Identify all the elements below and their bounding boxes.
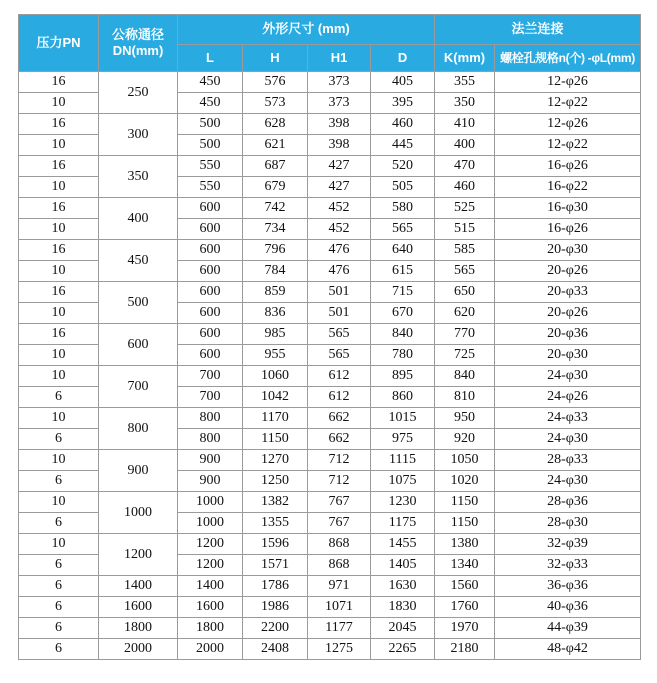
- cell-nominal-diameter: 900: [99, 450, 178, 492]
- cell-l: 800: [178, 429, 243, 450]
- cell-nominal-diameter: 500: [99, 282, 178, 324]
- cell-l: 600: [178, 219, 243, 240]
- cell-l: 600: [178, 324, 243, 345]
- cell-h: 859: [243, 282, 308, 303]
- cell-h: 1042: [243, 387, 308, 408]
- cell-pressure-pn: 10: [19, 450, 99, 471]
- cell-bolt-spec: 12-φ22: [495, 135, 641, 156]
- cell-pressure-pn: 6: [19, 555, 99, 576]
- cell-d: 565: [371, 219, 435, 240]
- cell-d: 860: [371, 387, 435, 408]
- cell-d: 405: [371, 72, 435, 93]
- cell-h1: 501: [308, 303, 371, 324]
- cell-pressure-pn: 10: [19, 177, 99, 198]
- cell-d: 1455: [371, 534, 435, 555]
- table-row: [19, 198, 641, 219]
- cell-d: 1830: [371, 597, 435, 618]
- cell-h: 1150: [243, 429, 308, 450]
- cell-h1: 1177: [308, 618, 371, 639]
- cell-bolt-spec: 16-φ26: [495, 156, 641, 177]
- cell-k: 1340: [435, 555, 495, 576]
- table-row: [19, 534, 641, 555]
- header-nominal-diameter: [99, 15, 178, 72]
- cell-h: 2200: [243, 618, 308, 639]
- table-row: [19, 156, 641, 177]
- cell-h: 955: [243, 345, 308, 366]
- cell-bolt-spec: 20-φ26: [495, 261, 641, 282]
- cell-k: 565: [435, 261, 495, 282]
- cell-bolt-spec: 20-φ33: [495, 282, 641, 303]
- cell-pressure-pn: 6: [19, 387, 99, 408]
- cell-k: 920: [435, 429, 495, 450]
- cell-h: 1786: [243, 576, 308, 597]
- cell-pressure-pn: 10: [19, 534, 99, 555]
- cell-nominal-diameter: 700: [99, 366, 178, 408]
- header-row-top: [19, 15, 641, 45]
- cell-pressure-pn: 10: [19, 408, 99, 429]
- cell-l: 600: [178, 240, 243, 261]
- cell-h1: 971: [308, 576, 371, 597]
- cell-d: 395: [371, 93, 435, 114]
- cell-h1: 427: [308, 177, 371, 198]
- cell-d: 715: [371, 282, 435, 303]
- cell-bolt-spec: 40-φ36: [495, 597, 641, 618]
- cell-h1: 565: [308, 345, 371, 366]
- cell-bolt-spec: 12-φ26: [495, 114, 641, 135]
- cell-pressure-pn: 10: [19, 366, 99, 387]
- cell-bolt-spec: 24-φ30: [495, 366, 641, 387]
- cell-nominal-diameter: 350: [99, 156, 178, 198]
- cell-h1: 612: [308, 387, 371, 408]
- cell-h1: 565: [308, 324, 371, 345]
- cell-h: 1571: [243, 555, 308, 576]
- cell-d: 975: [371, 429, 435, 450]
- cell-l: 500: [178, 114, 243, 135]
- cell-l: 450: [178, 93, 243, 114]
- cell-k: 1050: [435, 450, 495, 471]
- cell-h: 1060: [243, 366, 308, 387]
- cell-h: 628: [243, 114, 308, 135]
- table-body: [19, 72, 641, 660]
- cell-pressure-pn: 16: [19, 324, 99, 345]
- cell-h: 1270: [243, 450, 308, 471]
- cell-d: 670: [371, 303, 435, 324]
- cell-pressure-pn: 6: [19, 576, 99, 597]
- cell-l: 600: [178, 303, 243, 324]
- cell-d: 1630: [371, 576, 435, 597]
- table-row: [19, 240, 641, 261]
- cell-d: 640: [371, 240, 435, 261]
- cell-k: 1150: [435, 492, 495, 513]
- cell-k: 410: [435, 114, 495, 135]
- cell-k: 1380: [435, 534, 495, 555]
- cell-k: 840: [435, 366, 495, 387]
- cell-d: 1015: [371, 408, 435, 429]
- cell-k: 620: [435, 303, 495, 324]
- cell-nominal-diameter: 400: [99, 198, 178, 240]
- cell-h: 784: [243, 261, 308, 282]
- cell-k: 770: [435, 324, 495, 345]
- cell-l: 1200: [178, 534, 243, 555]
- cell-k: 1970: [435, 618, 495, 639]
- cell-l: 600: [178, 345, 243, 366]
- flange-spec-table: [18, 14, 641, 660]
- cell-bolt-spec: 24-φ26: [495, 387, 641, 408]
- cell-pressure-pn: 6: [19, 639, 99, 660]
- cell-h1: 373: [308, 72, 371, 93]
- cell-h1: 476: [308, 261, 371, 282]
- cell-d: 505: [371, 177, 435, 198]
- cell-k: 2180: [435, 639, 495, 660]
- cell-h1: 712: [308, 471, 371, 492]
- cell-d: 615: [371, 261, 435, 282]
- table-row: [19, 282, 641, 303]
- cell-h1: 427: [308, 156, 371, 177]
- cell-l: 900: [178, 450, 243, 471]
- cell-h: 576: [243, 72, 308, 93]
- cell-h1: 1071: [308, 597, 371, 618]
- cell-l: 2000: [178, 639, 243, 660]
- cell-bolt-spec: 20-φ30: [495, 240, 641, 261]
- cell-l: 1800: [178, 618, 243, 639]
- cell-l: 700: [178, 366, 243, 387]
- cell-k: 525: [435, 198, 495, 219]
- cell-d: 1115: [371, 450, 435, 471]
- cell-d: 780: [371, 345, 435, 366]
- cell-l: 800: [178, 408, 243, 429]
- cell-k: 585: [435, 240, 495, 261]
- header-outline-dimensions: 外形尺寸 (mm): [178, 15, 435, 45]
- cell-pressure-pn: 16: [19, 156, 99, 177]
- cell-pressure-pn: 10: [19, 303, 99, 324]
- cell-l: 600: [178, 198, 243, 219]
- cell-h1: 398: [308, 114, 371, 135]
- cell-k: 650: [435, 282, 495, 303]
- cell-bolt-spec: 16-φ22: [495, 177, 641, 198]
- cell-pressure-pn: 6: [19, 597, 99, 618]
- cell-pressure-pn: 16: [19, 72, 99, 93]
- cell-d: 1075: [371, 471, 435, 492]
- cell-d: 2265: [371, 639, 435, 660]
- cell-pressure-pn: 16: [19, 114, 99, 135]
- cell-pressure-pn: 10: [19, 219, 99, 240]
- cell-d: 520: [371, 156, 435, 177]
- cell-h1: 868: [308, 534, 371, 555]
- cell-h1: 398: [308, 135, 371, 156]
- cell-nominal-diameter: 2000: [99, 639, 178, 660]
- cell-l: 500: [178, 135, 243, 156]
- cell-k: 950: [435, 408, 495, 429]
- cell-d: 1405: [371, 555, 435, 576]
- cell-l: 450: [178, 72, 243, 93]
- header-nominal-diameter-line1: 公称通径: [111, 26, 164, 42]
- cell-pressure-pn: 10: [19, 345, 99, 366]
- cell-h1: 712: [308, 450, 371, 471]
- cell-nominal-diameter: 250: [99, 72, 178, 114]
- cell-h1: 476: [308, 240, 371, 261]
- cell-nominal-diameter: 1800: [99, 618, 178, 639]
- cell-h1: 452: [308, 219, 371, 240]
- cell-l: 1600: [178, 597, 243, 618]
- cell-bolt-spec: 20-φ26: [495, 303, 641, 324]
- table-row: [19, 639, 641, 660]
- cell-bolt-spec: 20-φ36: [495, 324, 641, 345]
- cell-h1: 767: [308, 492, 371, 513]
- table-row: [19, 492, 641, 513]
- cell-l: 1000: [178, 513, 243, 534]
- cell-k: 725: [435, 345, 495, 366]
- cell-l: 900: [178, 471, 243, 492]
- cell-d: 895: [371, 366, 435, 387]
- cell-h: 1250: [243, 471, 308, 492]
- cell-pressure-pn: 6: [19, 471, 99, 492]
- cell-k: 1560: [435, 576, 495, 597]
- cell-nominal-diameter: 1000: [99, 492, 178, 534]
- cell-l: 1200: [178, 555, 243, 576]
- cell-h1: 452: [308, 198, 371, 219]
- cell-nominal-diameter: 1200: [99, 534, 178, 576]
- cell-bolt-spec: 24-φ30: [495, 471, 641, 492]
- cell-l: 1000: [178, 492, 243, 513]
- cell-bolt-spec: 48-φ42: [495, 639, 641, 660]
- cell-bolt-spec: 16-φ30: [495, 198, 641, 219]
- cell-d: 2045: [371, 618, 435, 639]
- cell-bolt-spec: 12-φ22: [495, 93, 641, 114]
- cell-bolt-spec: 24-φ33: [495, 408, 641, 429]
- cell-bolt-spec: 28-φ33: [495, 450, 641, 471]
- cell-bolt-spec: 44-φ39: [495, 618, 641, 639]
- header-col-d: D: [371, 45, 435, 72]
- cell-bolt-spec: 20-φ30: [495, 345, 641, 366]
- cell-h: 796: [243, 240, 308, 261]
- cell-k: 1020: [435, 471, 495, 492]
- cell-bolt-spec: 36-φ36: [495, 576, 641, 597]
- cell-d: 1230: [371, 492, 435, 513]
- cell-k: 515: [435, 219, 495, 240]
- cell-h1: 373: [308, 93, 371, 114]
- cell-h1: 1275: [308, 639, 371, 660]
- cell-bolt-spec: 12-φ26: [495, 72, 641, 93]
- table-row: [19, 408, 641, 429]
- cell-nominal-diameter: 800: [99, 408, 178, 450]
- cell-h1: 612: [308, 366, 371, 387]
- cell-h: 687: [243, 156, 308, 177]
- cell-h: 985: [243, 324, 308, 345]
- table-row: [19, 366, 641, 387]
- cell-nominal-diameter: 1400: [99, 576, 178, 597]
- cell-d: 460: [371, 114, 435, 135]
- cell-pressure-pn: 10: [19, 261, 99, 282]
- cell-h: 1170: [243, 408, 308, 429]
- cell-nominal-diameter: 1600: [99, 597, 178, 618]
- cell-h1: 662: [308, 408, 371, 429]
- table-row: [19, 597, 641, 618]
- cell-d: 580: [371, 198, 435, 219]
- header-flange-connection: 法兰连接: [435, 15, 641, 45]
- cell-pressure-pn: 6: [19, 618, 99, 639]
- table-row: [19, 324, 641, 345]
- table-header: [19, 15, 641, 72]
- header-col-h1: H1: [308, 45, 371, 72]
- cell-pressure-pn: 10: [19, 492, 99, 513]
- cell-bolt-spec: 28-φ30: [495, 513, 641, 534]
- table-row: [19, 114, 641, 135]
- cell-h: 836: [243, 303, 308, 324]
- table-row: [19, 72, 641, 93]
- cell-k: 1150: [435, 513, 495, 534]
- cell-h: 1382: [243, 492, 308, 513]
- cell-pressure-pn: 6: [19, 429, 99, 450]
- cell-l: 550: [178, 177, 243, 198]
- cell-pressure-pn: 16: [19, 282, 99, 303]
- cell-pressure-pn: 10: [19, 135, 99, 156]
- cell-bolt-spec: 16-φ26: [495, 219, 641, 240]
- cell-pressure-pn: 10: [19, 93, 99, 114]
- cell-bolt-spec: 28-φ36: [495, 492, 641, 513]
- cell-h: 573: [243, 93, 308, 114]
- cell-l: 600: [178, 282, 243, 303]
- cell-h1: 868: [308, 555, 371, 576]
- header-col-k: K(mm): [435, 45, 495, 72]
- cell-pressure-pn: 16: [19, 198, 99, 219]
- header-pressure-pn: 压力PN: [19, 15, 99, 72]
- cell-l: 550: [178, 156, 243, 177]
- cell-nominal-diameter: 600: [99, 324, 178, 366]
- cell-h: 1355: [243, 513, 308, 534]
- header-col-l: L: [178, 45, 243, 72]
- cell-k: 810: [435, 387, 495, 408]
- table-row: [19, 576, 641, 597]
- cell-k: 1760: [435, 597, 495, 618]
- table-row: [19, 450, 641, 471]
- cell-pressure-pn: 6: [19, 513, 99, 534]
- cell-bolt-spec: 32-φ39: [495, 534, 641, 555]
- cell-nominal-diameter: 450: [99, 240, 178, 282]
- cell-k: 400: [435, 135, 495, 156]
- cell-d: 445: [371, 135, 435, 156]
- header-col-h: H: [243, 45, 308, 72]
- cell-h1: 501: [308, 282, 371, 303]
- cell-l: 700: [178, 387, 243, 408]
- cell-bolt-spec: 32-φ33: [495, 555, 641, 576]
- cell-h1: 662: [308, 429, 371, 450]
- cell-k: 355: [435, 72, 495, 93]
- cell-bolt-spec: 24-φ30: [495, 429, 641, 450]
- cell-d: 1175: [371, 513, 435, 534]
- cell-h: 621: [243, 135, 308, 156]
- table-row: [19, 618, 641, 639]
- cell-d: 840: [371, 324, 435, 345]
- cell-pressure-pn: 16: [19, 240, 99, 261]
- cell-h: 734: [243, 219, 308, 240]
- header-nominal-diameter-line2: DN(mm): [112, 43, 164, 58]
- cell-h: 2408: [243, 639, 308, 660]
- cell-nominal-diameter: 300: [99, 114, 178, 156]
- cell-h: 742: [243, 198, 308, 219]
- cell-h1: 767: [308, 513, 371, 534]
- cell-h: 1596: [243, 534, 308, 555]
- header-col-bolt-spec: 螺栓孔规格n(个) -φL(mm): [495, 45, 641, 72]
- cell-k: 470: [435, 156, 495, 177]
- cell-k: 350: [435, 93, 495, 114]
- cell-h: 679: [243, 177, 308, 198]
- cell-l: 600: [178, 261, 243, 282]
- cell-h: 1986: [243, 597, 308, 618]
- cell-k: 460: [435, 177, 495, 198]
- cell-l: 1400: [178, 576, 243, 597]
